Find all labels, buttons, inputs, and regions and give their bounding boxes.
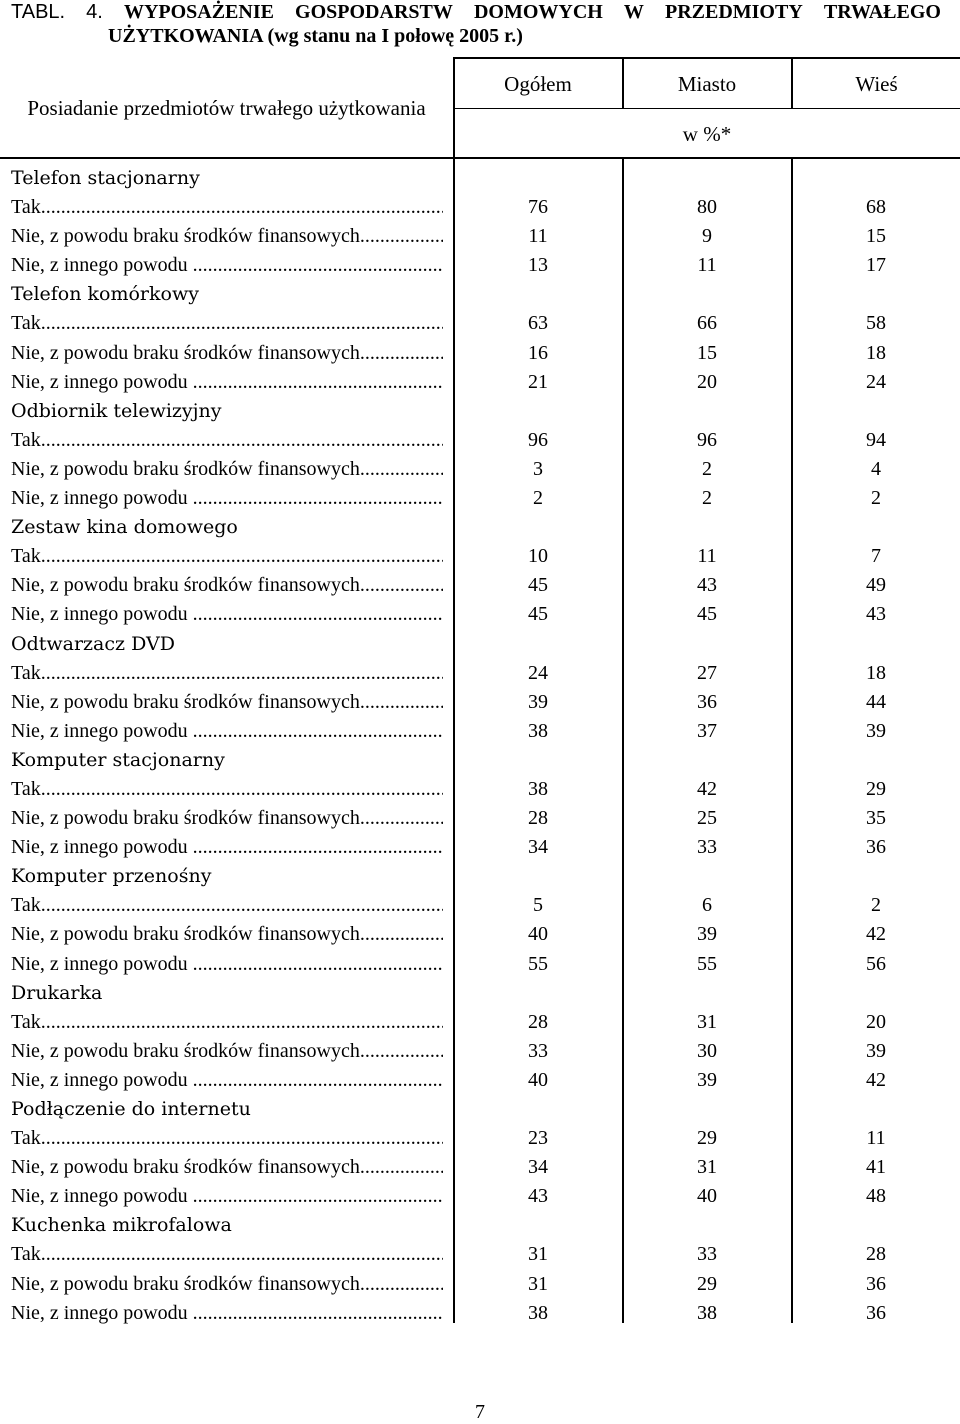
cell-miasto: 38 xyxy=(697,1301,717,1324)
title-line2-bold: UŻYTKOWANIA xyxy=(108,25,263,47)
cell-wies: 44 xyxy=(866,690,886,713)
cell-ogolem: 10 xyxy=(528,545,548,568)
table-row xyxy=(0,775,960,804)
table-row xyxy=(0,222,960,251)
row-label: Nie, z powodu braku środków finansowych ..... xyxy=(11,339,443,368)
category-row xyxy=(0,280,960,309)
cell-miasto: 55 xyxy=(697,952,717,975)
table-row xyxy=(0,251,960,280)
cell-wies: 36 xyxy=(866,1272,886,1295)
category-row xyxy=(0,746,960,775)
cell-ogolem: 13 xyxy=(528,254,548,277)
cell-miasto: 6 xyxy=(702,894,712,917)
cell-wies: 42 xyxy=(866,923,886,946)
table-label: TABL. xyxy=(11,1,66,23)
cell-wies: 17 xyxy=(866,254,886,277)
cell-miasto: 96 xyxy=(697,428,717,451)
category-label: Odbiornik telewizyjny xyxy=(11,399,222,422)
cell-ogolem: 23 xyxy=(528,1127,548,1150)
cell-ogolem: 33 xyxy=(528,1039,548,1062)
cell-wies: 58 xyxy=(866,312,886,335)
cell-miasto: 39 xyxy=(697,923,717,946)
cell-wies: 35 xyxy=(866,807,886,830)
column-header-wies: Wieś xyxy=(855,72,898,96)
table-row xyxy=(0,309,960,338)
cell-ogolem: 2 xyxy=(533,487,543,510)
title-word: W xyxy=(623,1,644,23)
cell-wies: 28 xyxy=(866,1243,886,1266)
table-row xyxy=(0,193,960,222)
cell-wies: 39 xyxy=(866,1039,886,1062)
row-header-label: Posiadanie przedmiotów trwałego użytkowania xyxy=(27,96,426,120)
table-title xyxy=(11,0,941,48)
cell-wies: 41 xyxy=(866,1156,886,1179)
cell-miasto: 42 xyxy=(697,777,717,800)
cell-ogolem: 45 xyxy=(528,603,548,626)
cell-miasto: 66 xyxy=(697,312,717,335)
row-label: Nie, z innego powodu ..... xyxy=(11,1066,443,1095)
cell-wies: 2 xyxy=(871,894,881,917)
cell-wies: 42 xyxy=(866,1068,886,1091)
cell-miasto: 43 xyxy=(697,574,717,597)
category-row xyxy=(0,630,960,659)
table-row xyxy=(0,659,960,688)
row-label: Tak ..... xyxy=(11,775,443,804)
cell-miasto: 29 xyxy=(697,1127,717,1150)
unit-label: w %* xyxy=(682,122,732,146)
cell-miasto: 36 xyxy=(697,690,717,713)
cell-ogolem: 31 xyxy=(528,1272,548,1295)
table-row xyxy=(0,542,960,571)
cell-ogolem: 43 xyxy=(528,1185,548,1208)
row-label: Nie, z innego powodu ..... xyxy=(11,717,443,746)
category-label: Kuchenka mikrofalowa xyxy=(11,1214,232,1237)
table-title-line-1 xyxy=(11,0,941,24)
cell-ogolem: 55 xyxy=(528,952,548,975)
row-label: Nie, z innego powodu ..... xyxy=(11,484,443,513)
category-row xyxy=(0,513,960,542)
table-row xyxy=(0,571,960,600)
title-word: PRZEDMIOTY xyxy=(664,1,803,23)
row-label: Tak ..... xyxy=(11,1124,443,1153)
cell-miasto: 31 xyxy=(697,1156,717,1179)
row-label: Nie, z powodu braku środków finansowych ..... xyxy=(11,1153,443,1182)
table-row xyxy=(0,368,960,397)
cell-miasto: 31 xyxy=(697,1010,717,1033)
cell-wies: 7 xyxy=(871,545,881,568)
row-label: Tak ..... xyxy=(11,891,443,920)
cell-miasto: 25 xyxy=(697,807,717,830)
cell-wies: 43 xyxy=(866,603,886,626)
table-row xyxy=(0,600,960,629)
header-mid-rule xyxy=(453,108,960,109)
table-row xyxy=(0,1240,960,1269)
cell-ogolem: 45 xyxy=(528,574,548,597)
title-word: WYPOSAŻENIE xyxy=(123,1,274,23)
category-label: Telefon komórkowy xyxy=(11,283,199,306)
table-row xyxy=(0,804,960,833)
row-label: Tak ..... xyxy=(11,426,443,455)
cell-miasto: 33 xyxy=(697,1243,717,1266)
category-label: Telefon stacjonarny xyxy=(11,167,200,189)
table-row xyxy=(0,1153,960,1182)
cell-miasto: 45 xyxy=(697,603,717,626)
table-row xyxy=(0,688,960,717)
table-row xyxy=(0,1008,960,1037)
cell-wies: 68 xyxy=(866,196,886,219)
row-label: Tak ..... xyxy=(11,309,443,338)
cell-miasto: 2 xyxy=(702,487,712,510)
cell-wies: 48 xyxy=(866,1185,886,1208)
cell-ogolem: 40 xyxy=(528,923,548,946)
cell-miasto: 37 xyxy=(697,719,717,742)
category-label: Zestaw kina domowego xyxy=(11,516,238,539)
category-row xyxy=(0,862,960,891)
cell-ogolem: 76 xyxy=(528,196,548,219)
category-label: Odtwarzacz DVD xyxy=(11,632,175,655)
cell-wies: 11 xyxy=(866,1127,886,1150)
cell-ogolem: 28 xyxy=(528,807,548,830)
category-row xyxy=(0,397,960,426)
cell-miasto: 40 xyxy=(697,1185,717,1208)
cell-ogolem: 38 xyxy=(528,1301,548,1324)
row-label: Nie, z innego powodu ..... xyxy=(11,950,443,979)
cell-miasto: 29 xyxy=(697,1272,717,1295)
table-row xyxy=(0,1182,960,1211)
cell-wies: 36 xyxy=(866,836,886,859)
cell-miasto: 15 xyxy=(697,341,717,364)
table-row xyxy=(0,950,960,979)
row-label: Nie, z powodu braku środków finansowych ..... xyxy=(11,1037,443,1066)
table-row xyxy=(0,1066,960,1095)
table-row xyxy=(0,484,960,513)
row-label: Tak ..... xyxy=(11,542,443,571)
cell-wies: 49 xyxy=(866,574,886,597)
category-label: Komputer przenośny xyxy=(11,865,212,888)
cell-wies: 29 xyxy=(866,777,886,800)
table-row xyxy=(0,426,960,455)
cell-miasto: 11 xyxy=(697,254,717,277)
column-header-ogolem: Ogółem xyxy=(504,72,572,96)
row-label: Nie, z powodu braku środków finansowych ..... xyxy=(11,804,443,833)
row-label: Nie, z innego powodu ..... xyxy=(11,600,443,629)
cell-wies: 15 xyxy=(866,225,886,248)
cell-ogolem: 28 xyxy=(528,1010,548,1033)
category-label: Komputer stacjonarny xyxy=(11,748,225,771)
category-row xyxy=(0,1095,960,1124)
cell-ogolem: 96 xyxy=(528,428,548,451)
cell-ogolem: 31 xyxy=(528,1243,548,1266)
row-label: Nie, z innego powodu ..... xyxy=(11,368,443,397)
cell-ogolem: 34 xyxy=(528,1156,548,1179)
cell-wies: 4 xyxy=(871,457,881,480)
table-title-line-2 xyxy=(11,24,941,48)
title-word: TRWAŁEGO xyxy=(823,1,941,23)
cell-miasto: 39 xyxy=(697,1068,717,1091)
cell-wies: 94 xyxy=(866,428,886,451)
table-number: 4. xyxy=(86,1,103,23)
row-label: Tak ..... xyxy=(11,193,443,222)
table-row xyxy=(0,891,960,920)
cell-wies: 18 xyxy=(866,341,886,364)
cell-ogolem: 38 xyxy=(528,719,548,742)
category-row xyxy=(0,164,960,193)
table-row xyxy=(0,717,960,746)
cell-miasto: 11 xyxy=(697,545,717,568)
table-row xyxy=(0,1299,960,1328)
row-label: Nie, z powodu braku środków finansowych ..... xyxy=(11,571,443,600)
cell-miasto: 9 xyxy=(702,225,712,248)
cell-miasto: 30 xyxy=(697,1039,717,1062)
cell-miasto: 27 xyxy=(697,661,717,684)
row-label: Nie, z powodu braku środków finansowych ..... xyxy=(11,222,443,251)
table-row xyxy=(0,833,960,862)
column-header-miasto: Miasto xyxy=(677,72,737,96)
cell-wies: 56 xyxy=(866,952,886,975)
cell-miasto: 20 xyxy=(697,370,717,393)
cell-ogolem: 16 xyxy=(528,341,548,364)
cell-wies: 20 xyxy=(866,1010,886,1033)
row-label: Nie, z innego powodu ..... xyxy=(11,251,443,280)
cell-ogolem: 3 xyxy=(533,457,543,480)
table-row xyxy=(0,455,960,484)
table-row xyxy=(0,1037,960,1066)
page-number: 7 xyxy=(475,1401,485,1423)
title-word: DOMOWYCH xyxy=(473,1,603,23)
table-body xyxy=(0,164,960,1328)
cell-miasto: 80 xyxy=(697,196,717,219)
title-line2-normal: (wg stanu na I połowę 2005 r.) xyxy=(262,25,523,47)
table-row xyxy=(0,920,960,949)
cell-ogolem: 21 xyxy=(528,370,548,393)
category-label: Drukarka xyxy=(11,981,103,1004)
cell-ogolem: 39 xyxy=(528,690,548,713)
cell-miasto: 33 xyxy=(697,836,717,859)
cell-wies: 39 xyxy=(866,719,886,742)
table-row xyxy=(0,1124,960,1153)
cell-ogolem: 63 xyxy=(528,312,548,335)
row-label: Tak ..... xyxy=(11,1008,443,1037)
cell-wies: 18 xyxy=(866,661,886,684)
row-label: Nie, z innego powodu ..... xyxy=(11,1182,443,1211)
row-label: Nie, z powodu braku środków finansowych ..... xyxy=(11,1270,443,1299)
row-label: Nie, z powodu braku środków finansowych ..... xyxy=(11,688,443,717)
cell-ogolem: 38 xyxy=(528,777,548,800)
header-bottom-rule xyxy=(0,157,960,159)
cell-ogolem: 34 xyxy=(528,836,548,859)
category-row xyxy=(0,1211,960,1240)
header-top-rule xyxy=(453,57,960,59)
cell-ogolem: 40 xyxy=(528,1068,548,1091)
category-label: Podłączenie do internetu xyxy=(11,1098,251,1120)
table-row xyxy=(0,339,960,368)
row-label: Tak ..... xyxy=(11,1240,443,1269)
title-word: GOSPODARSTW xyxy=(295,1,453,23)
cell-wies: 36 xyxy=(866,1301,886,1324)
row-label: Nie, z powodu braku środków finansowych ..... xyxy=(11,920,443,949)
row-label: Tak ..... xyxy=(11,659,443,688)
cell-ogolem: 11 xyxy=(528,225,548,248)
cell-miasto: 2 xyxy=(702,457,712,480)
row-label: Nie, z innego powodu ..... xyxy=(11,1299,443,1328)
table-row xyxy=(0,1270,960,1299)
cell-wies: 24 xyxy=(866,370,886,393)
cell-ogolem: 5 xyxy=(533,894,543,917)
cell-wies: 2 xyxy=(871,487,881,510)
category-row xyxy=(0,979,960,1008)
row-label: Nie, z innego powodu ..... xyxy=(11,833,443,862)
cell-ogolem: 24 xyxy=(528,661,548,684)
row-label: Nie, z powodu braku środków finansowych ..... xyxy=(11,455,443,484)
